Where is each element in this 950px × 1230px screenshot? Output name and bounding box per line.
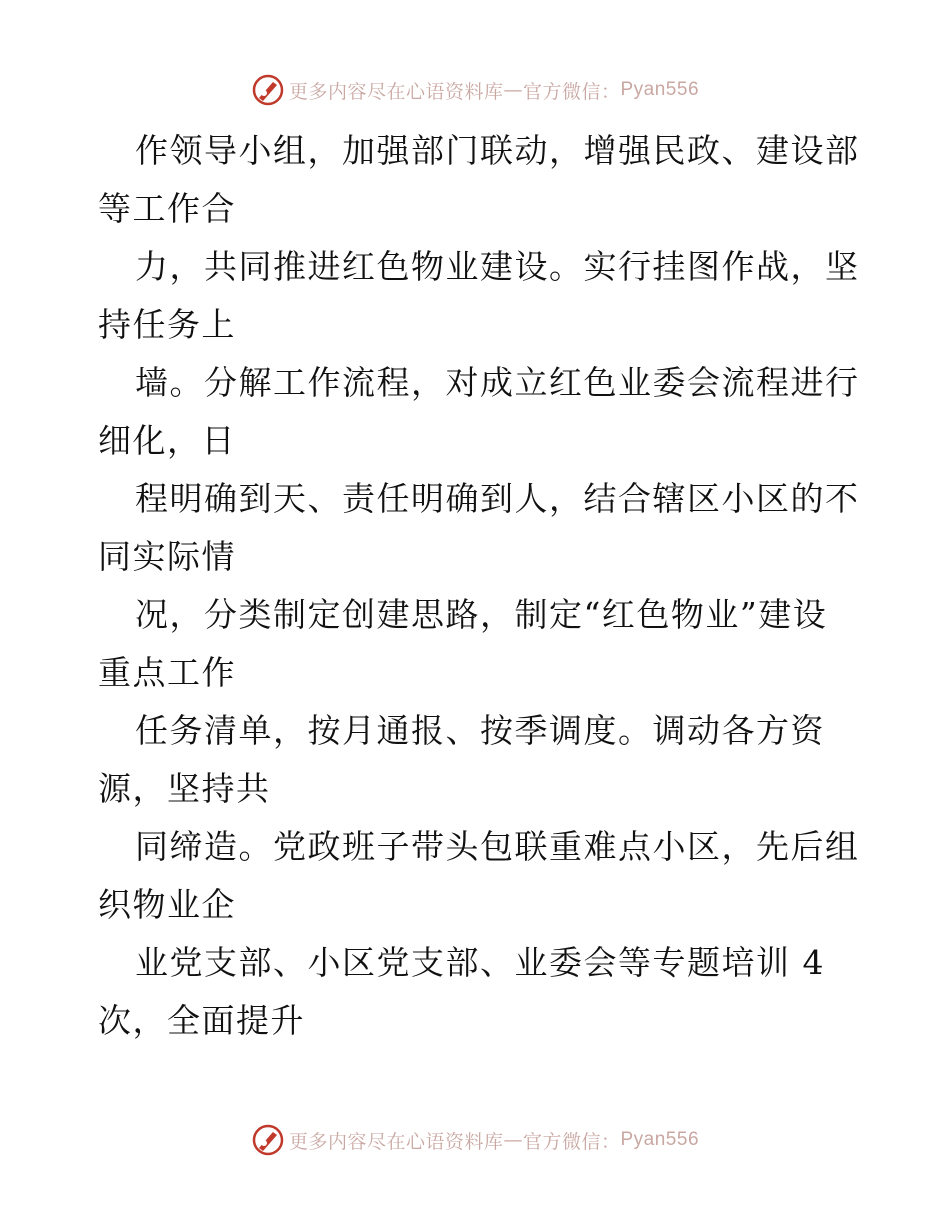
text-line: 等工作合	[98, 189, 236, 228]
text-line: 同缔造。党政班子带头包联重难点小区，先后组	[135, 827, 860, 866]
header-watermark	[0, 70, 950, 110]
text-line: 重点工作	[98, 653, 236, 692]
text-line: 任务清单，按月通报、按季调度。调动各方资	[135, 711, 825, 750]
text-line: 作领导小组，加强部门联动，增强民政、建设部	[135, 131, 860, 170]
text-line: 源，坚持共	[98, 769, 271, 808]
watermark-dash: —	[503, 1129, 523, 1151]
text-line: 织物业企	[98, 885, 236, 924]
watermark-wechat-id: Pyan556	[620, 79, 700, 100]
text-line: 力，共同推进红色物业建设。实行挂图作战，坚	[135, 247, 860, 286]
text-line: 细化，日	[98, 421, 236, 460]
text-line: 次，全面提升	[98, 1001, 305, 1040]
watermark-dash: —	[503, 79, 523, 101]
watermark-label: 官方微信：	[522, 1130, 621, 1153]
text-line: 同实际情	[98, 537, 236, 576]
pen-logo-icon	[251, 73, 285, 107]
document-body	[98, 122, 858, 1050]
watermark-label: 官方微信：	[522, 80, 621, 103]
watermark-brand: 更多内容尽在心语资料库	[288, 1130, 504, 1153]
text-line: 墙。分解工作流程，对成立红色业委会流程进行	[135, 363, 860, 402]
pen-logo-icon	[251, 1123, 285, 1157]
watermark-brand: 更多内容尽在心语资料库	[288, 80, 504, 103]
text-line: 况，分类制定创建思路，制定“红色物业”建设	[135, 595, 828, 634]
footer-watermark	[0, 1120, 950, 1160]
text-line: 持任务上	[98, 305, 236, 344]
text-line: 程明确到天、责任明确到人，结合辖区小区的不	[135, 479, 860, 518]
watermark-wechat-id: Pyan556	[620, 1129, 700, 1150]
text-line: 业党支部、小区党支部、业委会等专题培训 4	[135, 943, 825, 982]
